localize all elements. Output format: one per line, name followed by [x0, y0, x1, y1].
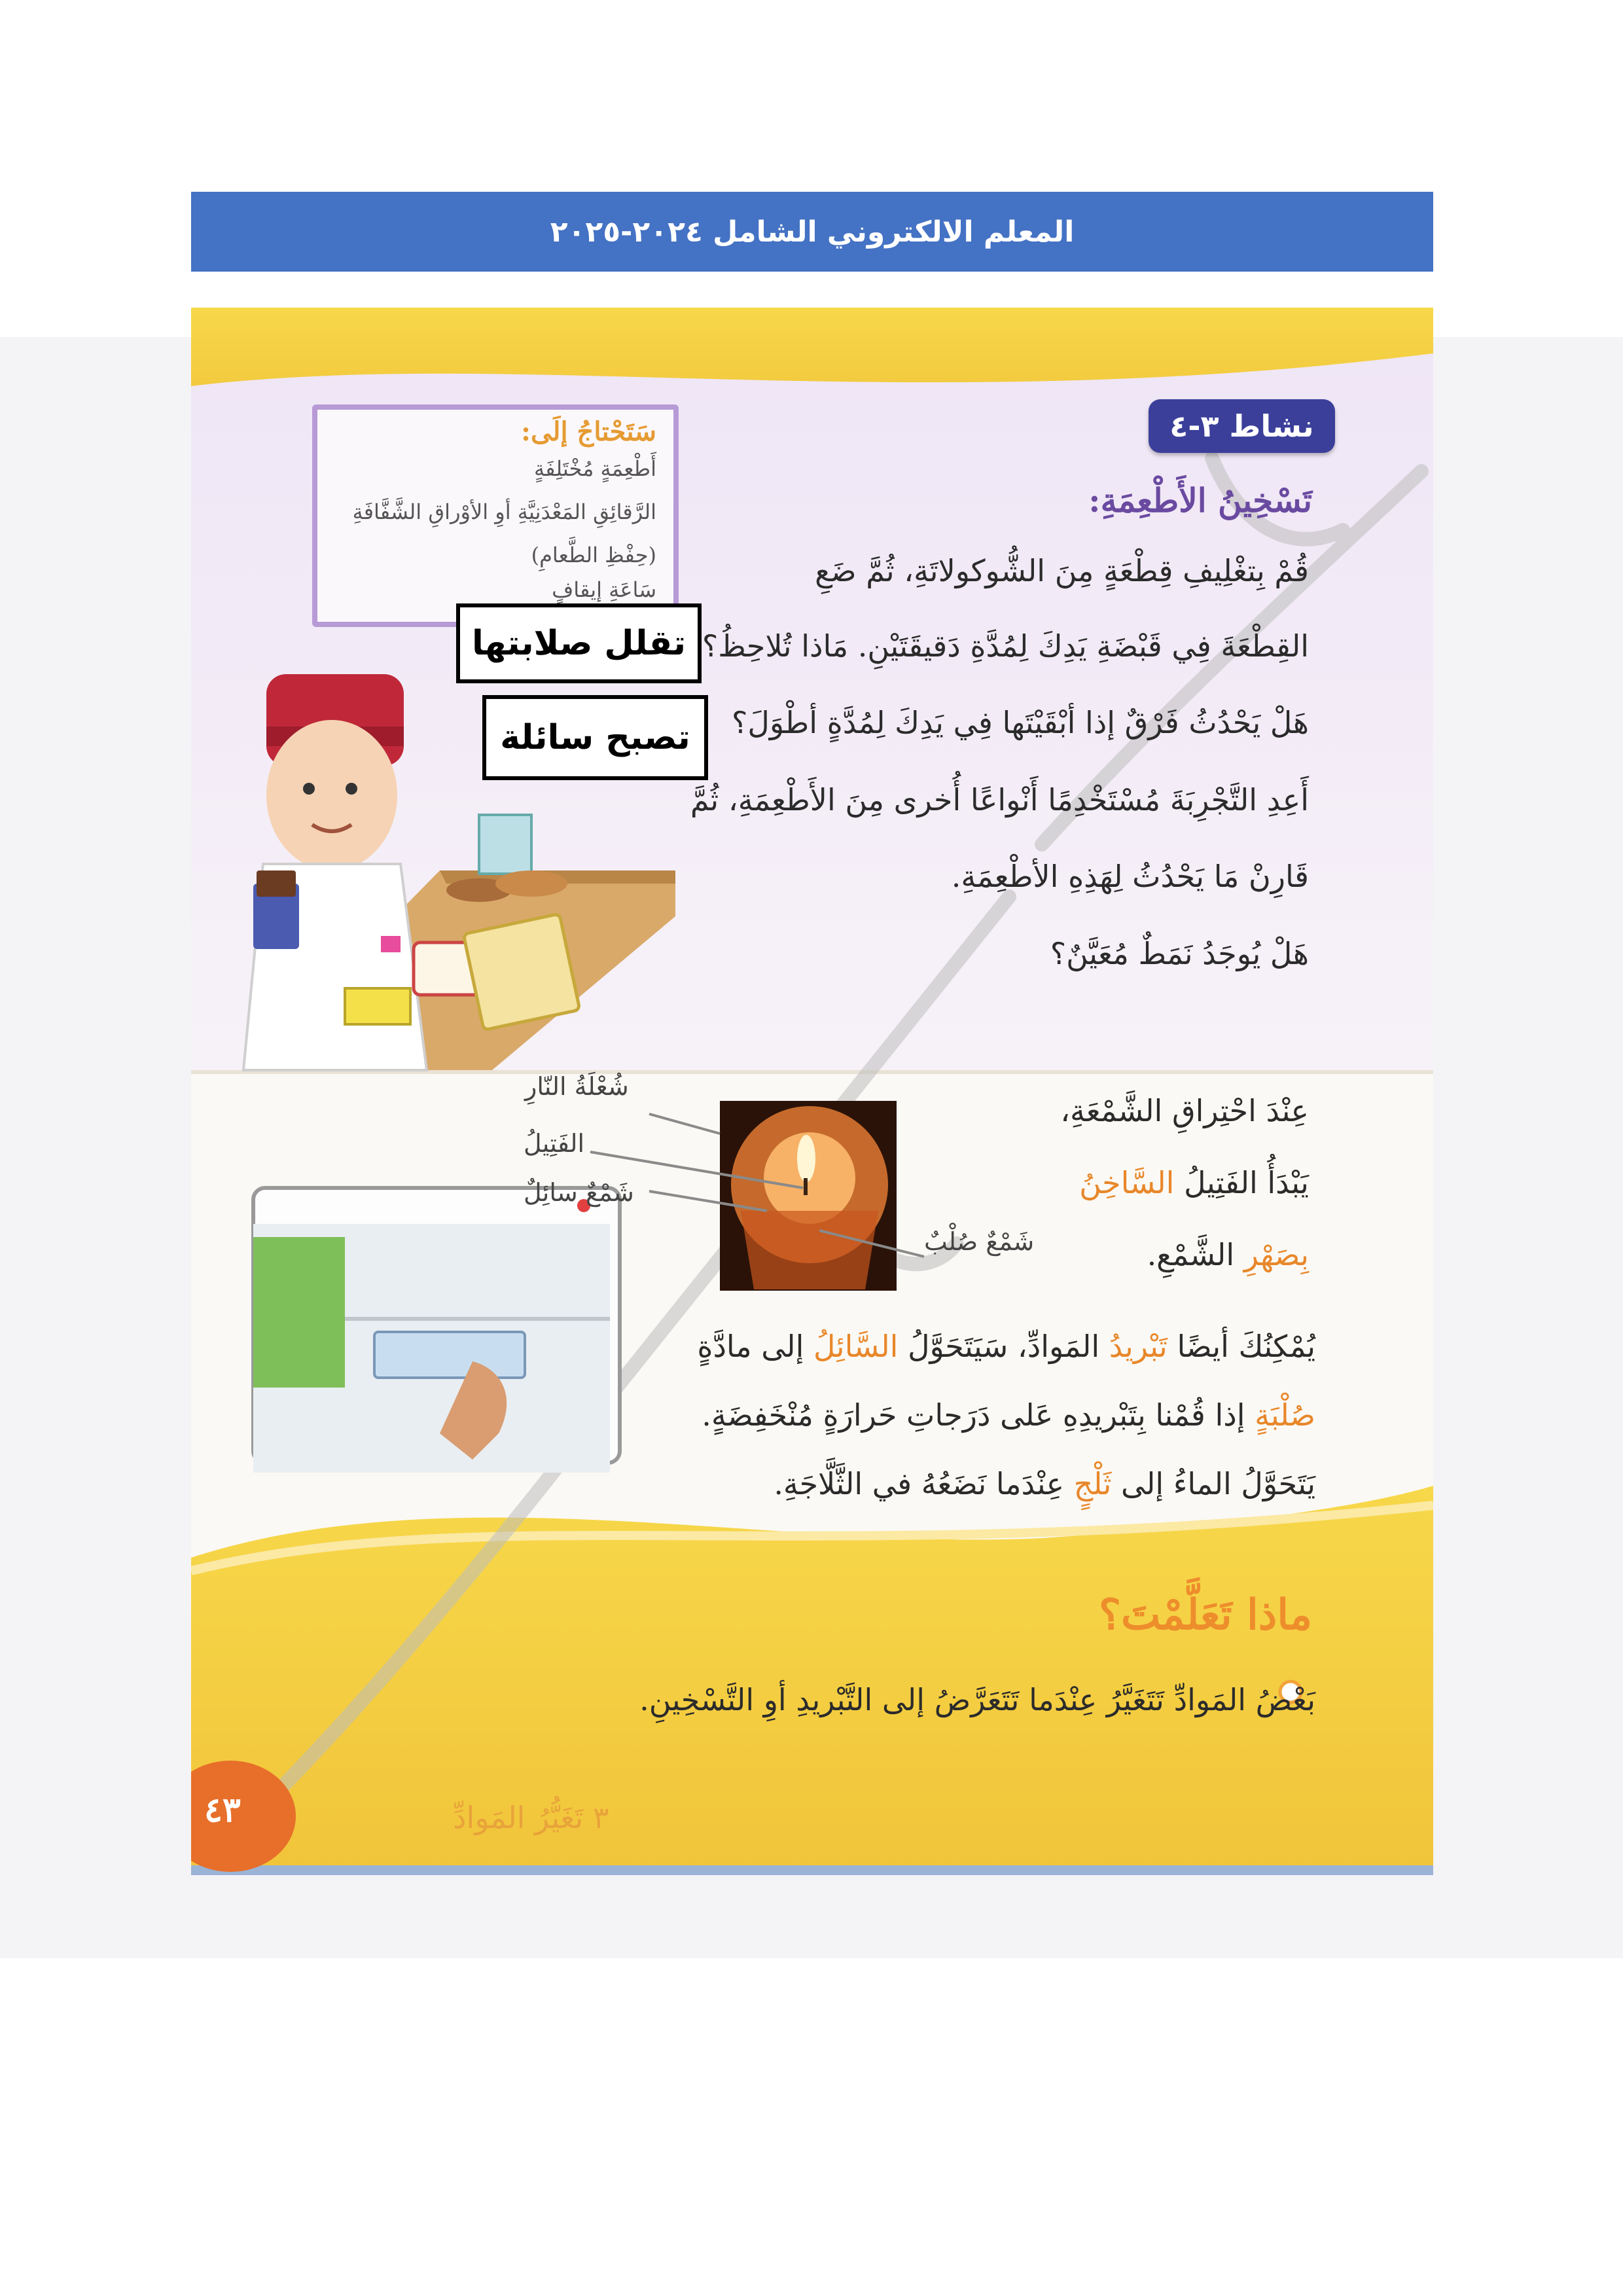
cooling-line-3 [774, 1466, 1315, 1501]
highlight-hot: السَّاخِنُ [1079, 1165, 1175, 1200]
candle-photo [590, 1101, 924, 1291]
candle-line-1: عِنْدَ احْتِراقِ الشَّمْعَةِ، [1060, 1093, 1309, 1128]
textbook-page [191, 308, 1433, 1875]
page-number: ٤٣ [204, 1790, 241, 1830]
candle-line-2-text: يَبْدَأُ الفَتِيلُ [1184, 1165, 1309, 1200]
activity-line: قَارِنْ مَا يَحْدُثُ لِهَذِهِ الأطْعِمَةِ. [951, 859, 1309, 894]
candle-line-2 [1079, 1165, 1309, 1200]
highlight-cooling: تَبْريدُ [1109, 1329, 1168, 1364]
fridge-illustration [253, 1188, 620, 1473]
cooling-text: المَوادِّ، سَيَتَحَوَّلُ [908, 1329, 1100, 1364]
cooling-text: يُمْكِنُكَ أيضًا [1177, 1329, 1315, 1364]
learned-text: بَعْضُ المَوادِّ تَتَغَيَّرُ عِنْدَما تَتَعَرَّضُ إلى التَّبْريدِ أوِ التَّسْخِينِ. [639, 1682, 1315, 1717]
cooling-line-2 [702, 1397, 1315, 1433]
cooling-text: إذا قُمْنا بِتَبْريدِهِ عَلى دَرَجاتِ حَرارَةٍ مُنْخَفِضَةٍ. [702, 1397, 1245, 1433]
highlight-ice: ثَلْجٍ [1073, 1466, 1112, 1501]
activity-badge: نشاط ٣-٤ [1149, 399, 1335, 453]
cooling-text: إلى مادَّةٍ [697, 1329, 804, 1364]
activity-line: القِطْعَةَ فِي قَبْضَةِ يَدِكَ لِمُدَّةِ دَقيقَتَيْنِ. مَاذا تُلاحِظُ؟ [702, 628, 1309, 664]
materials-item: الرَّقائِقِ المَعْدَنِيَّةِ أوِ الأوْراقِ الشَّفَّافَةِ [352, 499, 656, 524]
label-solid-wax: شَمْعٌ صُلْبٌ [924, 1227, 1035, 1256]
learned-title: ماذا تَعَلَّمْتَ؟ [1098, 1590, 1312, 1640]
header-title: المعلم الالكتروني الشامل ٢٠٢٤-٢٠٢٥ [550, 215, 1075, 249]
materials-item: أَطْعِمَةٍ مُخْتَلِفَةٍ [533, 456, 656, 481]
activity-line: هَلْ يَحْدُثُ فَرْقٌ إذا أبْقَيْتَها فِي يَدِكَ لِمُدَّةٍ أطْوَلَ؟ [732, 705, 1309, 740]
highlight-solid: صُلْبَةٍ [1255, 1397, 1315, 1433]
materials-item: سَاعَةِ إيقافٍ [552, 577, 656, 602]
label-liquid-wax: شَمْعٌ سائِلٌ [524, 1178, 634, 1207]
materials-item: (حِفْظِ الطَّعامِ) [531, 543, 656, 567]
answer-box-1: تقلل صلابتها [456, 603, 702, 683]
activity-line: هَلْ يُوجَدُ نَمَطٌ مُعَيَّنٌ؟ [1050, 936, 1309, 971]
label-wick: الفَتِيلُ [524, 1129, 585, 1158]
activity-title: تَسْخِينُ الأَطْعِمَةِ: [1088, 481, 1312, 520]
activity-line: قُمْ بِتغْلِيفِ قِطْعَةٍ مِنَ الشُّوكولاتَةِ، ثُمَّ ضَعِ [815, 553, 1309, 588]
label-flame: شُعْلَةُ النّارِ [525, 1072, 629, 1101]
chapter-footer: ٣ تَغَيُّرُ المَوادِّ [453, 1800, 609, 1835]
materials-box [312, 404, 679, 627]
cooling-text: عِنْدَما نَضَعُهُ في الثَّلَّاجَةِ. [774, 1466, 1065, 1501]
highlight-liquid: السَّائِلُ [813, 1329, 899, 1364]
candle-line-3 [1147, 1237, 1309, 1272]
answer-box-2: تصبح سائلة [482, 695, 708, 780]
highlight-melt: بِصَهْرِ [1243, 1237, 1309, 1272]
materials-title: سَتَحْتاجُ إلَى: [521, 416, 656, 447]
activity-line: أَعِدِ التَّجْرِبَةَ مُسْتَخْدِمًا أَنْواعًا أُخرى مِنَ الأَطْعِمَةِ، ثُمَّ [690, 782, 1309, 817]
header-banner [191, 192, 1433, 272]
cooling-text: يَتَحَوَّلُ الماءُ إلى [1121, 1466, 1315, 1501]
candle-line-3-text: الشَّمْعِ. [1147, 1237, 1235, 1272]
cooling-line-1 [697, 1329, 1315, 1364]
